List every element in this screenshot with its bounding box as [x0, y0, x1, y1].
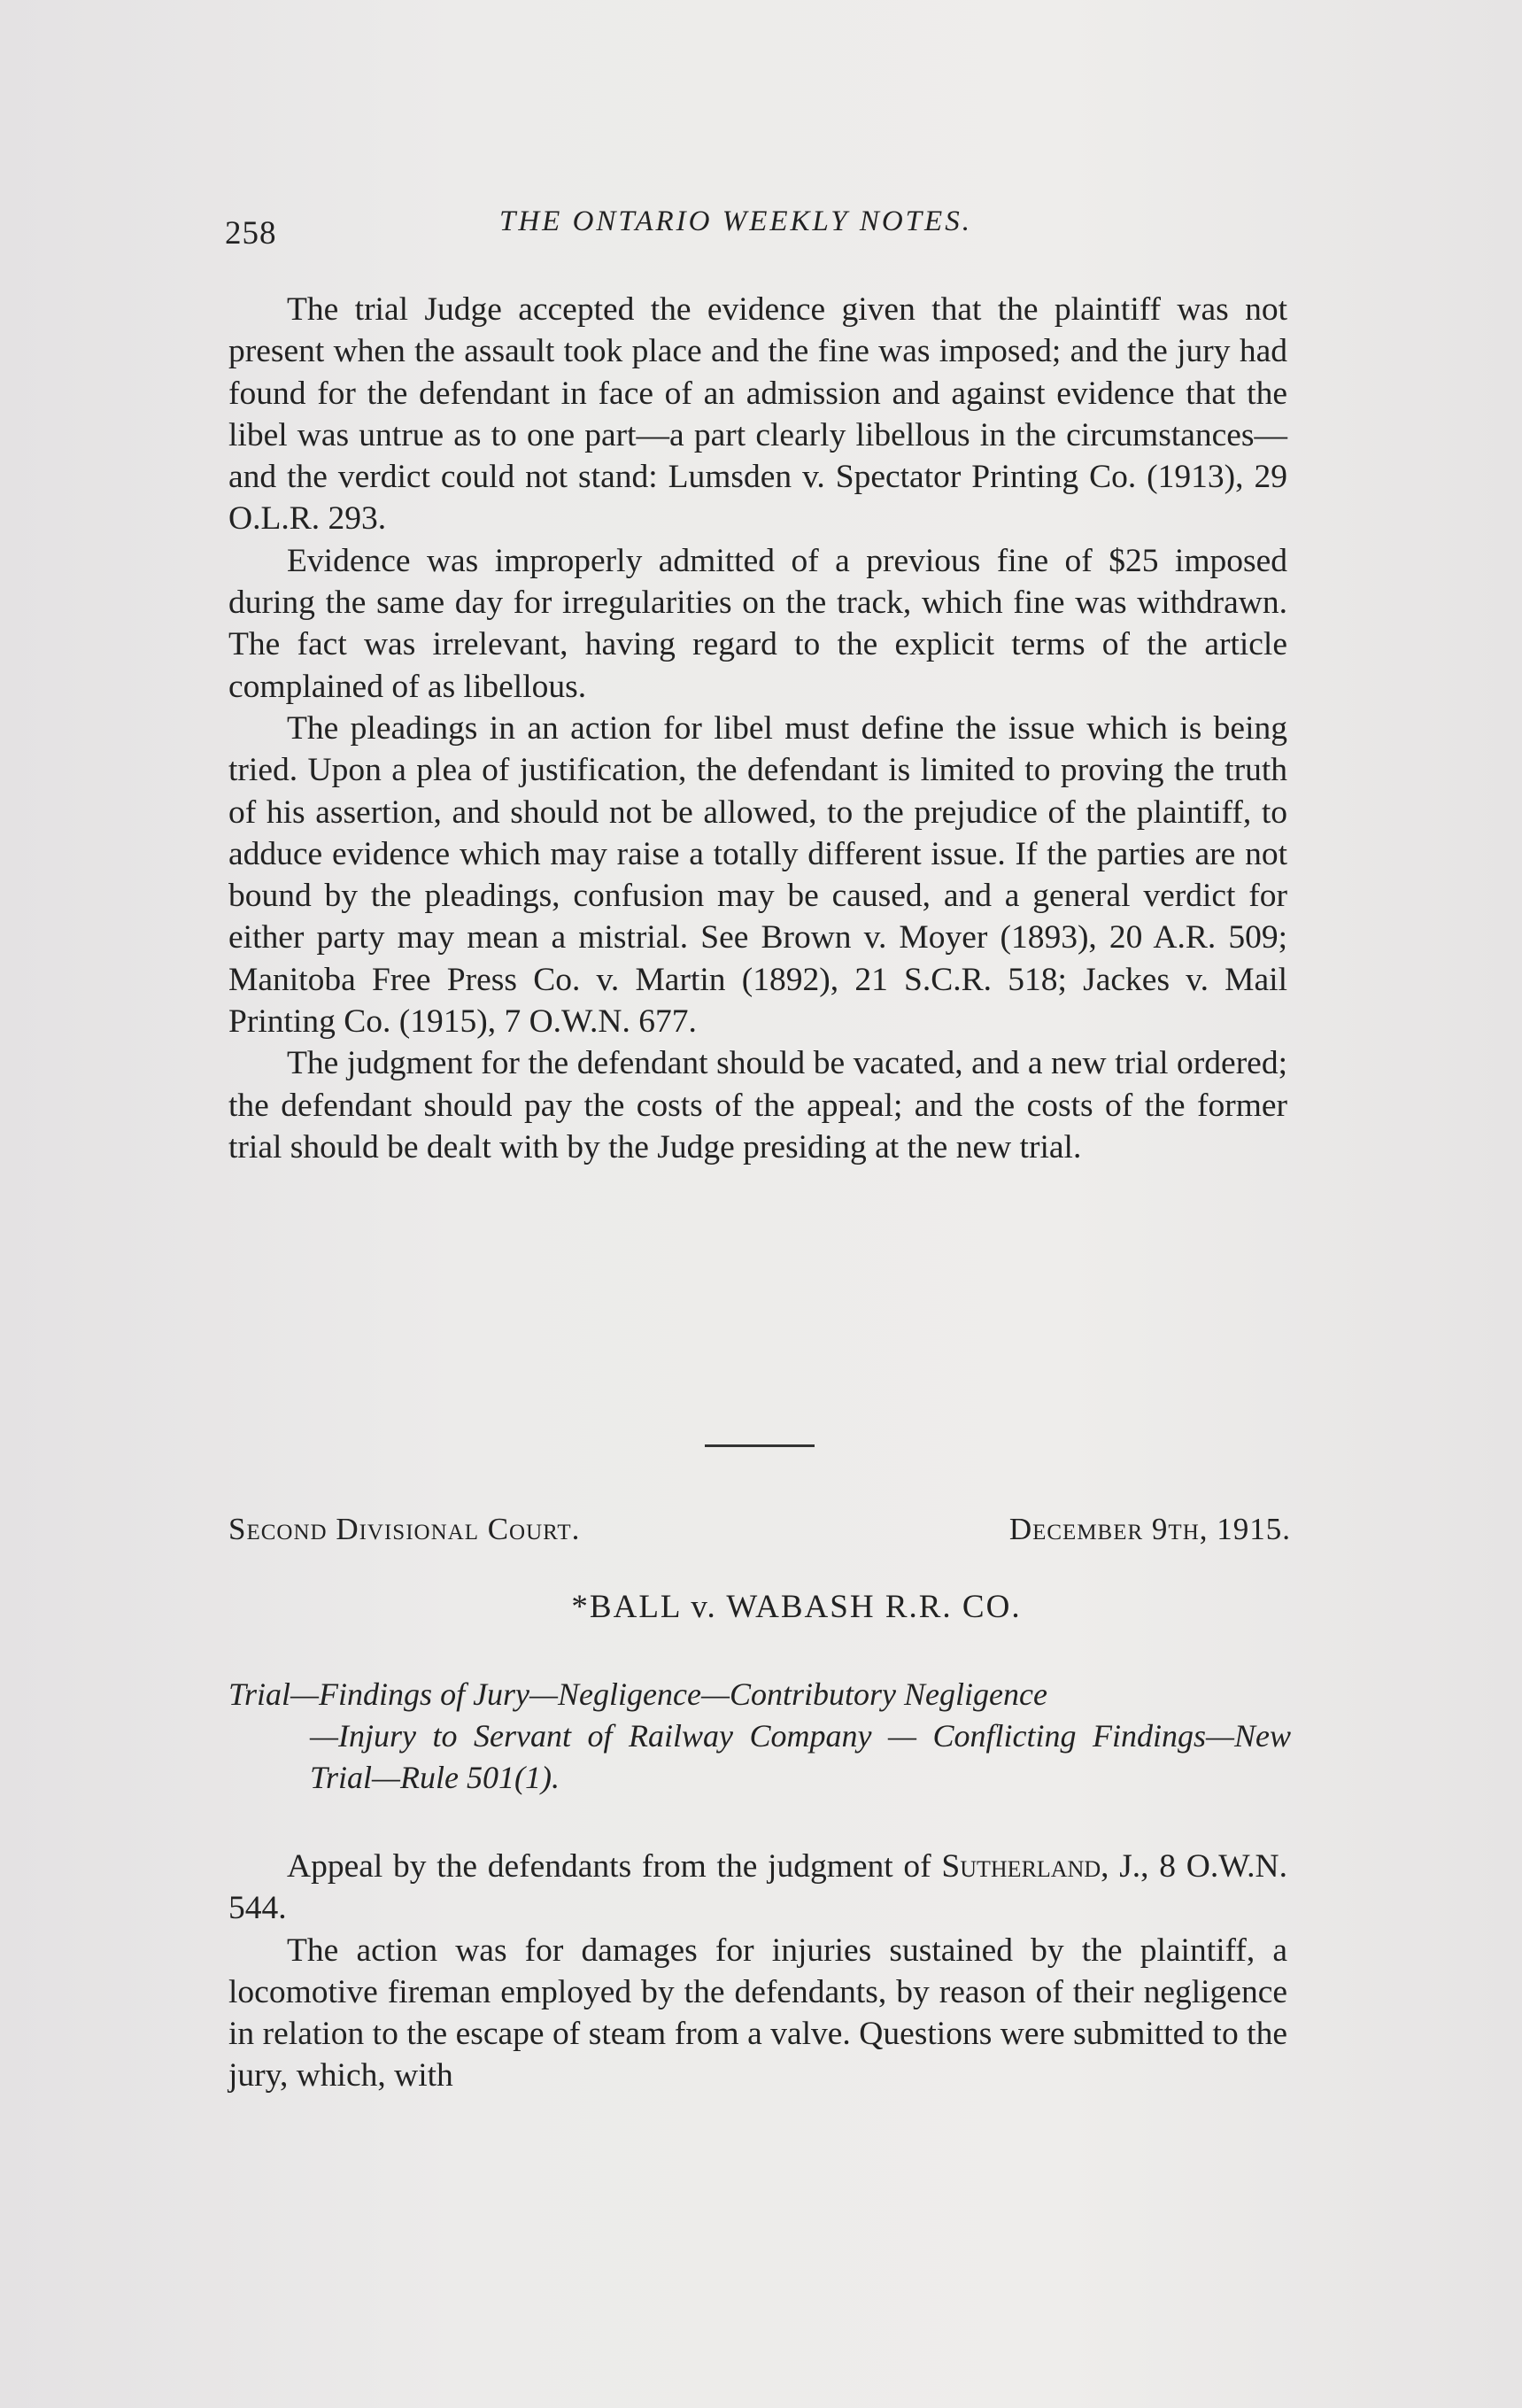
headnote-line: Trial—Findings of Jury—Negligence—Contributory Negligence [228, 1676, 1047, 1712]
appeal-paragraph [228, 1846, 1287, 1930]
action-paragraph: The action was for damages for injuries sustained by the plaintiff, a locomotive fireman employed by the defendants, by reason of their negligence in relation to the escape of steam from a valve. Questions were submitted to the jury, which, with [228, 1932, 1287, 2094]
judgment-text [228, 289, 1287, 1168]
appeal-text: Appeal by the defendants from the judgment of [287, 1848, 942, 1885]
appeal-citation: , J., 8 O.W.N. 544. [228, 1848, 1287, 1927]
court-name: Second Divisional Court. [228, 1512, 581, 1546]
page-number: 258 [225, 215, 277, 252]
page-header [225, 205, 1298, 252]
appeal-section [228, 1846, 1287, 2097]
paragraph: The pleadings in an action for libel must define the issue which is being tried. Upon a plea of justification, the defendant is limited to proving the truth of his assertion, and should not be allowed, to the prejudice of the plaintiff, to adduce evidence which may raise a totally different issue. If the parties are not bound by the pleadings, confusion may be caused, and a general verdict for either party may mean a mistrial. See Brown v. Moyer (1893), 20 A.R. 509; Manitoba Free Press Co. v. Martin (1892), 21 S.C.R. 518; Jackes v. Mail Printing Co. (1915), 7 O.W.N. 677. [228, 709, 1287, 1041]
paragraph: Evidence was improperly admitted of a previous fine of $25 imposed during the same day for irregularities on the track, which fine was withdrawn. The fact was irrelevant, having regard to the explicit terms of the article complained of as libellous. [228, 542, 1287, 705]
paragraph: The trial Judge accepted the evidence given that the plaintiff was not present when the assault took place and the fine was imposed; and the jury had found for the defendant in face of an admission and against evidence that the libel was untrue as to one part—a part clearly libellous in the circumstances—and the verdict could not stand: Lumsden v. Spectator Printing Co. (1913), 29 O.L.R. 293. [228, 291, 1287, 538]
headnote [228, 1674, 1291, 1799]
decision-date: December 9th, 1915. [1008, 1512, 1291, 1546]
headnote-continuation: —Injury to Servant of Railway Company — Conflicting Findings—New Trial—Rule 501(1). [310, 1718, 1291, 1795]
running-head: THE ONTARIO WEEKLY NOTES. [499, 205, 972, 237]
case-title: *BALL v. WABASH R.R. CO. [571, 1589, 1022, 1625]
judge-name: Sutherland [941, 1848, 1101, 1885]
paragraph: The judgment for the defendant should be vacated, and a new trial ordered; the defendant should pay the costs of the appeal; and the costs of the former trial should be dealt with by the Judge presiding at the new trial. [228, 1045, 1287, 1165]
section-divider [705, 1444, 815, 1447]
